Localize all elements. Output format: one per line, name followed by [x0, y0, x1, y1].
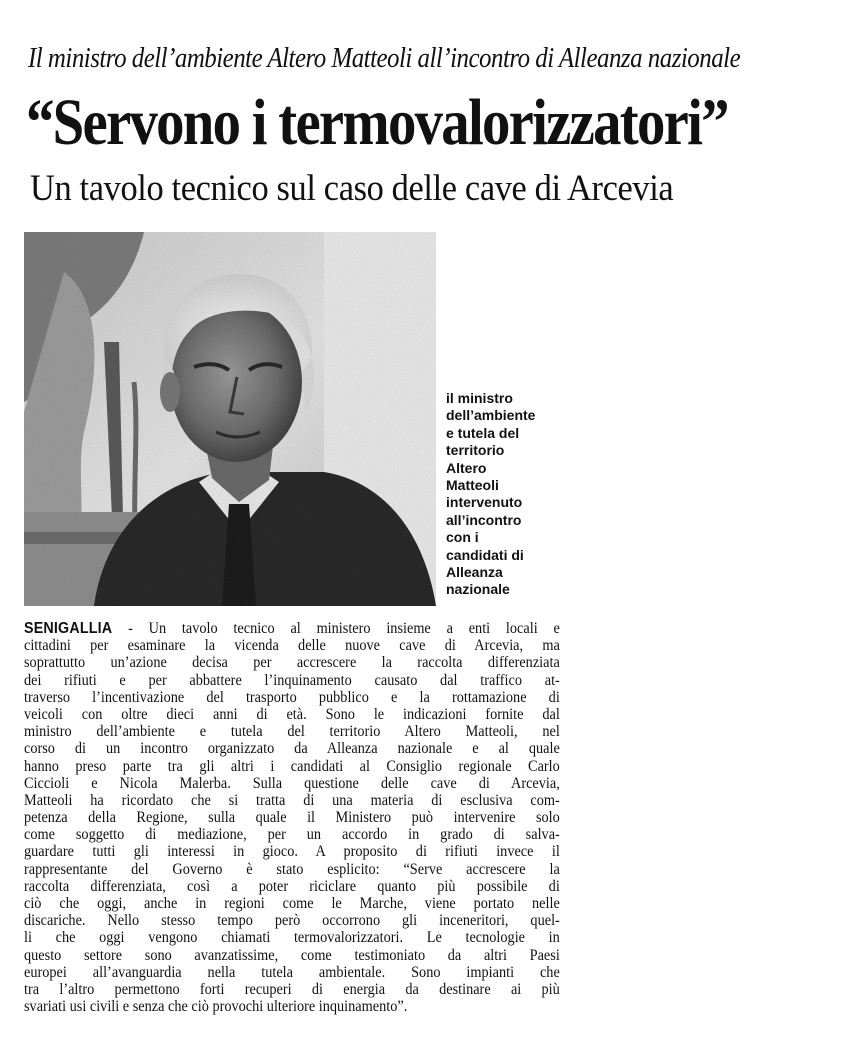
article-body — [24, 620, 560, 1015]
caption-line: dell’ambiente — [446, 407, 536, 424]
article-line: ministro dell’ambiente e tutela del territorio Altero Matteoli, nel — [24, 723, 560, 741]
caption-line: all’incontro — [446, 511, 522, 528]
article-line: Ciccioli e Nicola Malerba. Sulla questione delle cave di Arcevia, — [24, 774, 560, 792]
article-line: ciò che oggi, anche in regioni come le Marche, viene portato nelle — [24, 895, 560, 912]
article-line: soprattutto un’azione decisa per accrescere la raccolta differenziata — [24, 654, 560, 672]
article-subheadline: Un tavolo tecnico sul caso delle cave di Arcevia — [30, 168, 674, 209]
article-line: traverso l’incentivazione del trasporto pubblico e la rottamazione di — [24, 688, 560, 706]
caption-line: Alleanza — [446, 564, 503, 581]
portrait-photo-icon — [24, 232, 436, 606]
article-line: dei rifiuti e per abbattere l’inquinamento causato dal traffico at- — [24, 671, 560, 689]
caption-line: territorio — [446, 442, 505, 459]
article-line: tra l’altro permettono forti recuperi di energia da destinare ai più — [24, 980, 560, 998]
article-line: petenza della Regione, sulla quale il Ministero può intervenire solo — [24, 809, 560, 827]
article-line: Matteoli ha ricordato che si tratta di una materia di esclusiva com- — [24, 791, 560, 809]
article-line: questo settore sono avanzatissime, come testimoniato da altri Paesi — [24, 946, 560, 964]
article-line: guardare tutti gli interessi in gioco. A proposito di rifiuti invece il — [24, 843, 560, 861]
article-line: europei all’avanguardia nella tutela ambientale. Sono impianti che — [24, 963, 560, 981]
article-kicker: Il ministro dell’ambiente Altero Matteoli all’incontro di Alleanza nazionale — [28, 42, 741, 74]
article-dateline: SENIGALLIA — [24, 620, 113, 637]
caption-line: Altero — [446, 459, 487, 476]
article-first-line — [24, 620, 560, 637]
article-line: come soggetto di mediazione, per un accordo in grado di salva- — [24, 826, 560, 844]
article-headline: “Servono i termovalorizzatori” — [26, 86, 728, 159]
portrait-photo — [24, 232, 436, 606]
article-line: li che oggi vengono chiamati termovalorizzatori. Le tecnologie in — [24, 929, 560, 947]
article-first-line-text: - Un tavolo tecnico al ministero insieme a enti locali e — [112, 620, 560, 637]
article-line: rappresentante del Governo è stato esplicito: “Serve accrescere la — [24, 860, 560, 878]
article-line: discariche. Nello stesso tempo però occorrono gli inceneritori, quel- — [24, 912, 560, 930]
caption-line: e tutela del — [446, 424, 520, 441]
article-line: raccolta differenziata, così a poter riciclare quanto più possibile di — [24, 877, 560, 895]
article-line: veicoli con oltre dieci anni di età. Sono le indicazioni fornite dal — [24, 705, 560, 723]
photo-caption — [446, 390, 586, 599]
article-line: hanno preso parte tra gli altri i candidati al Consiglio regionale Carlo — [24, 757, 560, 775]
caption-line: il ministro — [446, 390, 513, 406]
article-body-lines — [24, 637, 560, 1015]
article-line: cittadini per esaminare la vicenda delle nuove cave di Arcevia, ma — [24, 637, 560, 655]
caption-line: Matteoli — [446, 477, 499, 494]
caption-line: intervenuto — [446, 494, 523, 511]
caption-line: candidati di — [446, 546, 524, 563]
article-line: svariati usi civili e senza che ciò provochi ulteriore inquinamento”. — [24, 998, 408, 1016]
caption-line: nazionale — [446, 581, 510, 598]
article-line: corso di un incontro organizzato da Alleanza nazionale e al quale — [24, 740, 560, 758]
caption-line: con i — [446, 529, 479, 546]
